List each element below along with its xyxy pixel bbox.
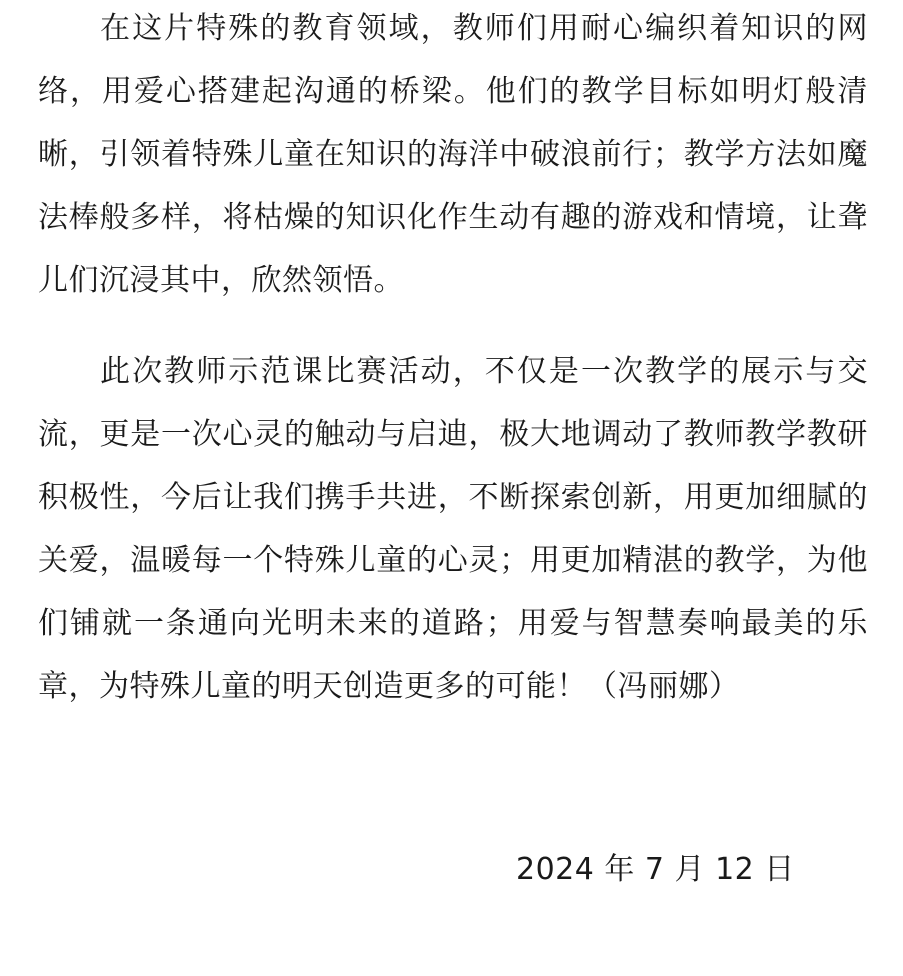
document-date: 2024 年 7 月 12 日 bbox=[516, 852, 795, 887]
paragraph-teaching-description: 在这片特殊的教育领域，教师们用耐心编织着知识的网络，用爱心搭建起沟通的桥梁。他们的教学目标如明灯般清晰，引领着特殊儿童在知识的海洋中破浪前行；教学方法如魔法棒般多样，将枯燥的知识化作生动有趣的游戏和情境，让聋儿们沉浸其中，欣然领悟。 bbox=[38, 11, 868, 298]
paragraph-competition-summary: 此次教师示范课比赛活动，不仅是一次教学的展示与交流，更是一次心灵的触动与启迪，极大地调动了教师教学教研积极性，今后让我们携手共进，不断探索创新，用更加细腻的关爱，温暖每一个特殊儿童的心灵；用更加精湛的教学，为他们铺就一条通向光明未来的道路；用爱与智慧奏响最美的乐章，为特殊儿童的明天创造更多的可能！（冯丽娜） bbox=[38, 354, 868, 704]
